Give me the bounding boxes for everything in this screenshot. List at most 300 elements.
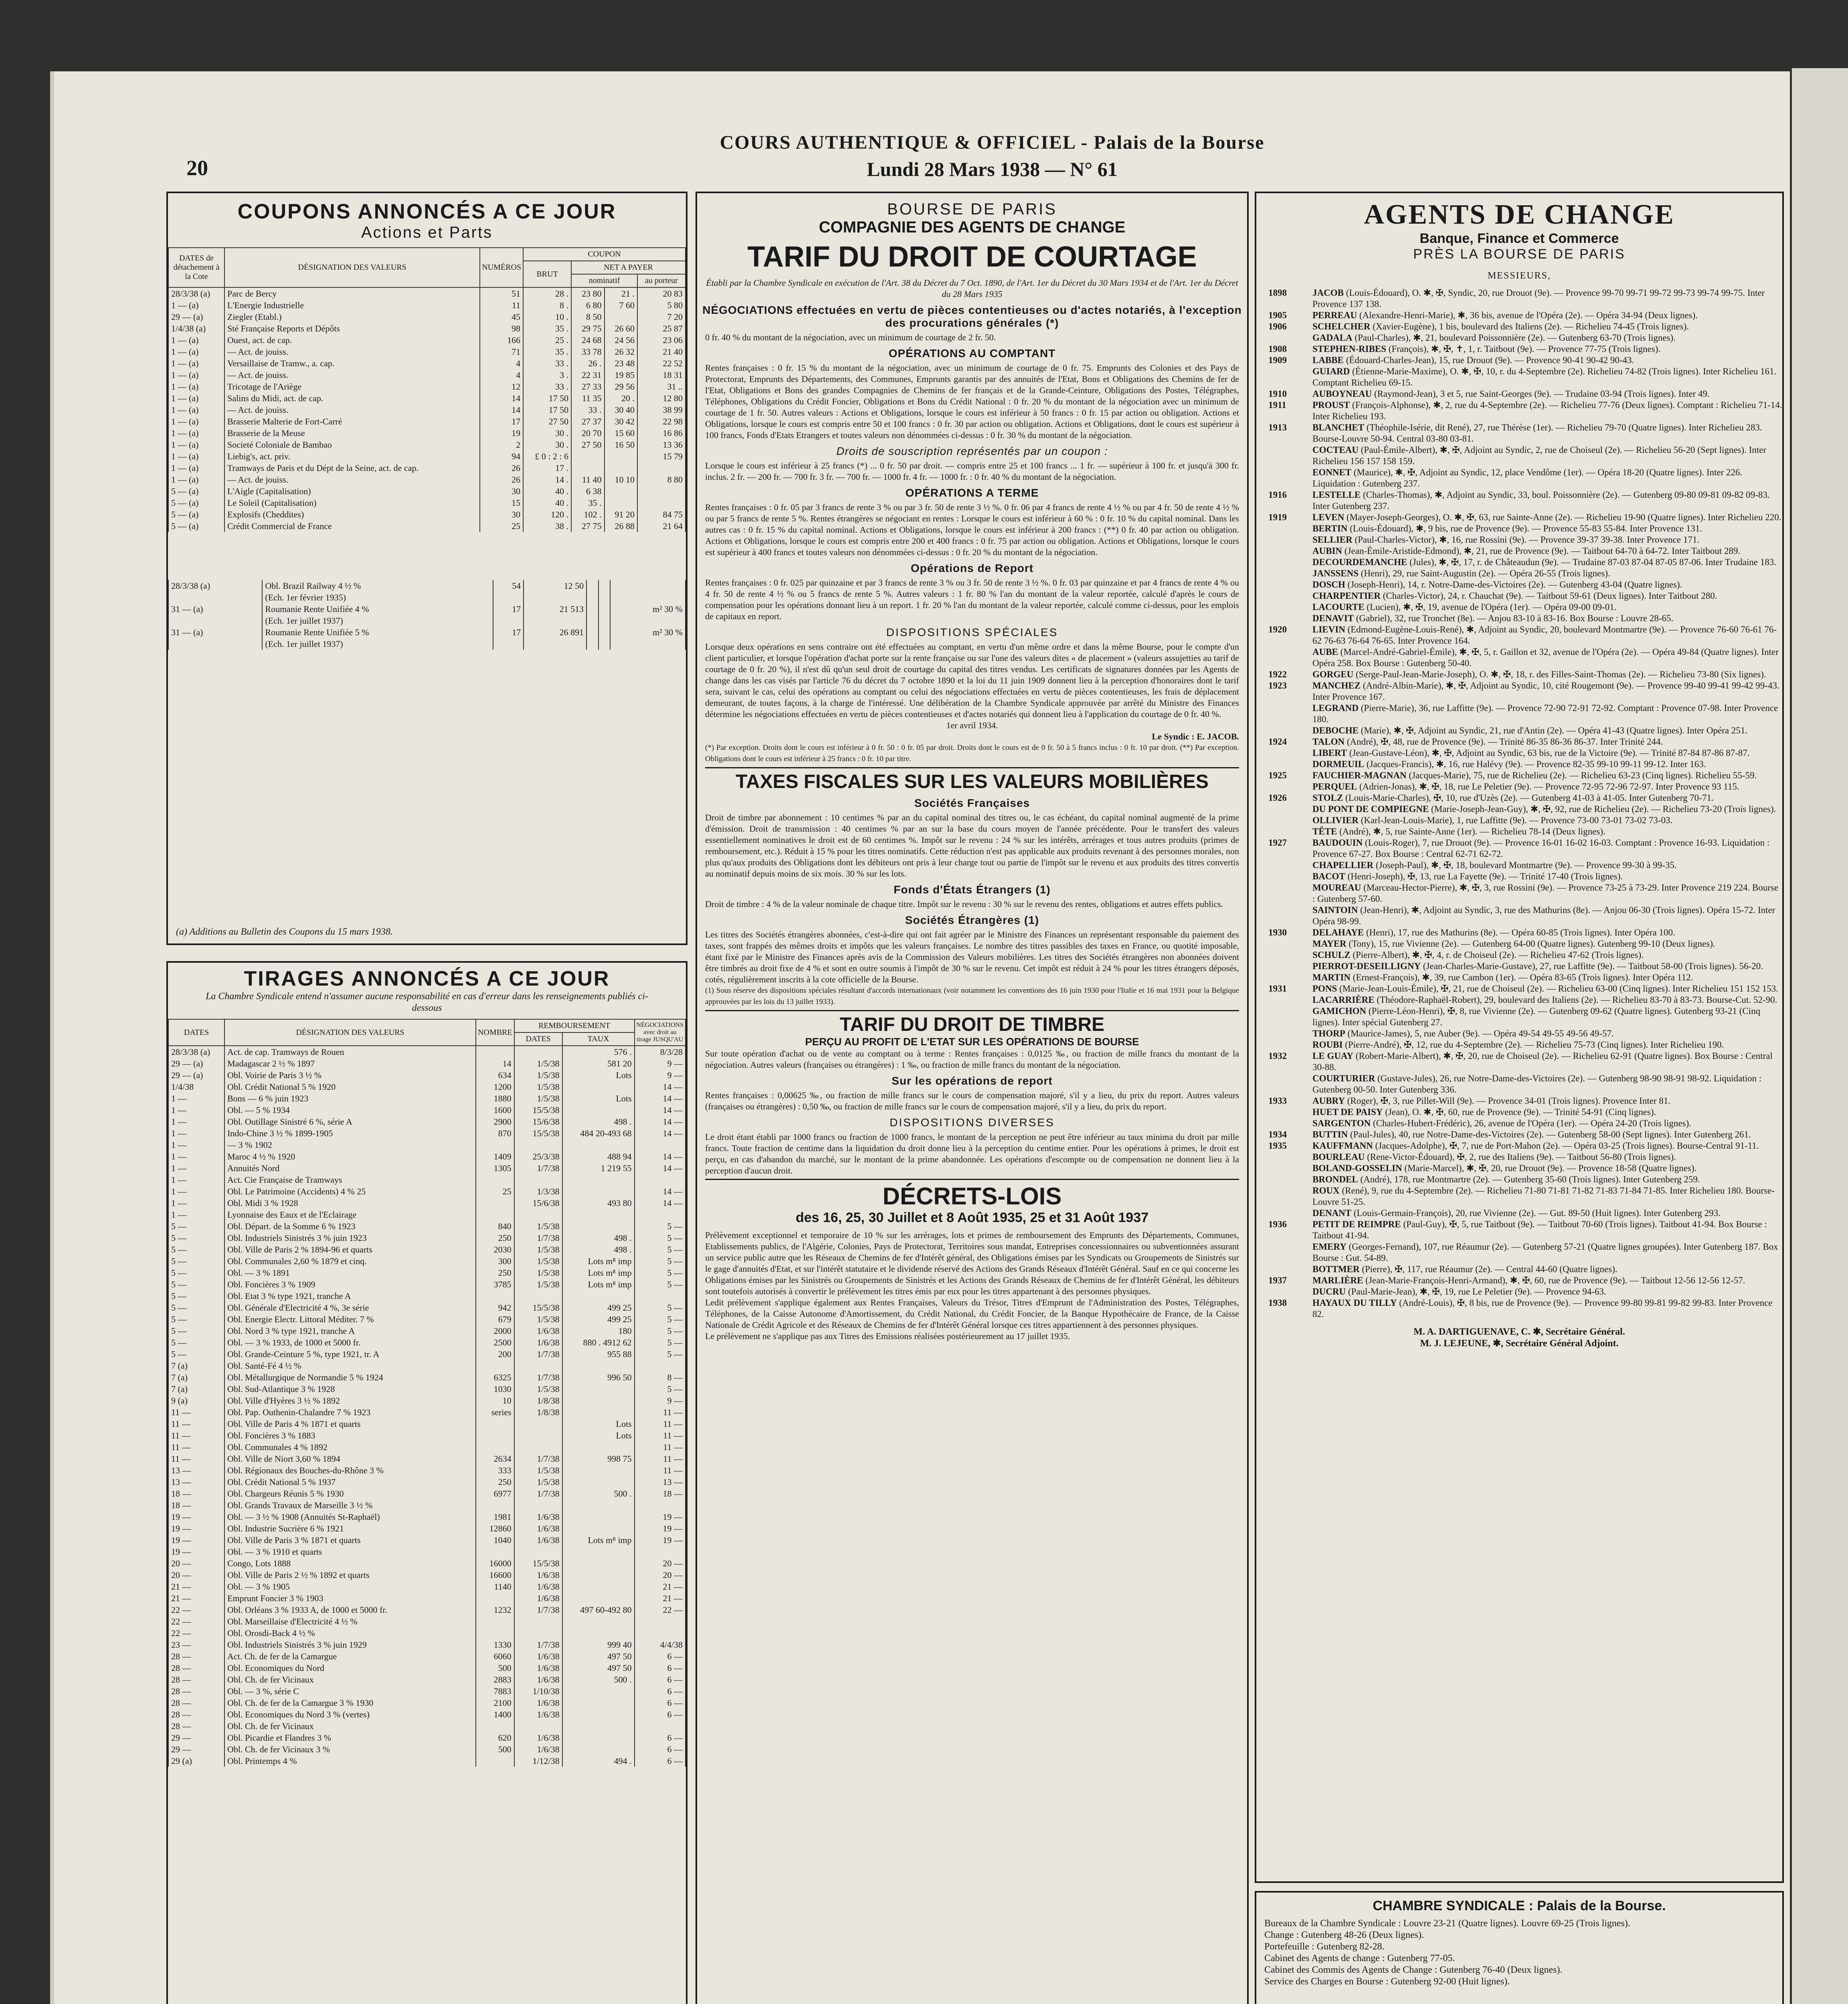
table-cell: 1 — (a): [168, 450, 224, 462]
table-cell: 5 —: [168, 1232, 224, 1244]
table-cell: [598, 592, 611, 603]
table-row: [168, 1372, 685, 1383]
tirages-table: [168, 1019, 686, 1767]
table-cell: [635, 1174, 685, 1186]
table-row: [168, 311, 685, 323]
agent-details: (Pierre-André), ✠, 12, rue du 4-Septembre (2e). — Richelieu 75-73 (Cinq lignes). Inter Richelieu 190.: [1343, 1040, 1724, 1050]
table-cell: 6 —: [635, 1650, 685, 1662]
table-cell: 11 —: [635, 1430, 685, 1441]
table-cell: Obl. Outillage Sinistré 6 %, série A: [224, 1116, 476, 1127]
table-cell: 25: [480, 520, 523, 532]
table-cell: 11 —: [168, 1453, 224, 1465]
agent-name: BUTTIN: [1312, 1129, 1348, 1139]
table-cell: m² 30 %: [610, 603, 685, 615]
table-cell: 1 —: [168, 1139, 224, 1151]
table-cell: [635, 1209, 685, 1220]
table-cell: 10: [476, 1395, 514, 1406]
table-cell: 3 .: [523, 369, 571, 381]
table-cell: 500: [476, 1743, 514, 1755]
agent-name: DELAHAYE: [1312, 927, 1364, 937]
agent-entry: [1256, 826, 1782, 837]
table-cell: 1 —: [168, 1197, 224, 1209]
table-cell: 1/6/38: [514, 1592, 562, 1604]
table-cell: Maroc 4 ½ % 1920: [224, 1151, 476, 1162]
agent-entry: [1256, 1208, 1782, 1219]
table-row: [168, 1209, 685, 1220]
agent-name: PERREAU: [1312, 310, 1357, 320]
agent-details: (Karl-Jean-Louis-Marie), 1, rue Laffitte (9e). — Provence 73-00 73-01 73-02 73-03.: [1359, 815, 1673, 825]
table-cell: Obl. Economiques du Nord: [224, 1662, 476, 1674]
table-cell: Act. Cie Française de Tramways: [224, 1174, 476, 1186]
table-row: [168, 369, 685, 381]
page-number: 20: [186, 156, 208, 180]
agent-name: FAUCHIER-MAGNAN: [1312, 770, 1407, 780]
table-cell: 1 — (a): [168, 346, 224, 358]
courtage-exceptions: (*) Par exception. Droits dont le cours est inférieur à 0 fr. 50 : 0 fr. 05 par droit. Droits dont le cours est de 0 fr. 50 à 5 francs inclus : 0 fr. 10 par droit. (**) Par exception. Obligations dont le cours est inférieur à 25 francs : 0 fr. 10 par titre.: [705, 743, 1239, 763]
agent-name: CHAPELLIER: [1312, 860, 1374, 870]
table-cell: [476, 1499, 514, 1511]
table-cell: 120 .: [523, 509, 571, 520]
table-row: [168, 592, 685, 603]
table-row: [168, 346, 685, 358]
agent-name: BAUDOUIN: [1312, 838, 1363, 848]
agent-entry: [1256, 545, 1782, 557]
agent-details: (Jacques-Francis), ✱, 16, rue Halévy (9e). — Provence 82-35 99-10 99-11 99-12. Inter 163.: [1364, 759, 1706, 769]
table-cell: [562, 1476, 635, 1488]
agent-name: MOUREAU: [1312, 883, 1361, 893]
table-cell: 6060: [476, 1650, 514, 1662]
table-cell: 11 —: [168, 1441, 224, 1453]
table-cell: 5 —: [635, 1279, 685, 1290]
next-page-edge: [1792, 68, 1848, 2004]
table-cell: 1/4/38: [168, 1081, 224, 1093]
agent-name: COCTEAU: [1312, 445, 1359, 455]
table-cell: 494 .: [562, 1755, 635, 1767]
table-cell: 31 — (a): [168, 603, 262, 615]
courtage-souscription-title: Droits de souscription représentés par un coupon :: [836, 445, 1108, 457]
table-cell: 15/5/38: [514, 1104, 562, 1116]
table-cell: 5 — (a): [168, 485, 224, 497]
agent-name: PETIT DE REIMPRE: [1312, 1219, 1401, 1229]
table-cell: Lots: [562, 1069, 635, 1081]
table-row: [168, 462, 685, 474]
table-cell: 1/5/38: [514, 1058, 562, 1069]
table-cell: 1 — (a): [168, 369, 224, 381]
table-cell: 21 —: [635, 1581, 685, 1592]
table-cell: 6 —: [635, 1743, 685, 1755]
table-cell: Obl. Métallurgique de Normandie 5 % 1924: [224, 1372, 476, 1383]
table-cell: 500 .: [562, 1488, 635, 1499]
tirages-title: TIRAGES ANNONCÉS A CE JOUR: [244, 967, 610, 990]
table-cell: [476, 1627, 514, 1639]
table-cell: 1/6/38: [514, 1697, 562, 1709]
agent-entry: [1256, 602, 1782, 613]
table-row: [168, 1337, 685, 1348]
table-row: [168, 1302, 685, 1313]
table-cell: 2900: [476, 1116, 514, 1127]
courtage-comptant-text: Rentes françaises : 0 fr. 15 % du montant de la négociation, avec un minimum de courtage de 0 fr. 75. Emprunts des Colonies et des Pays de Protectorat, Emprunts des Départements, des Communes, Emprunts garantis par des annuités de l'Etat, Bons et Obligations des Chemins de fer de l'Etat, Obligations et Bons des grandes Compagnies de Chemins de fer français et de la Grande-Ceinture, Obligations des Postes, Télégraphes, Téléphones, Obligations du Crédit Foncier, Obligations et Bons du Crédit National : 0 fr. 20 % du montant de la négociation avec un minimum de courtage de 1 fr. 50. Autres valeurs : Actions et Obligations, lorsque le cours est inférieur à 50 francs : 0 fr. 15 par action ou obligation. Actions et Obligations, lorsque le cours est compris entre 50 et 100 francs : 0 fr. 30 par action ou obligation. Actions et Obligations, dont le cours est supérieur à 100 francs, Fonds d'Etats Etrangers et toutes valeurs non dénommées ci-dessus : 0 fr. 30 % du montant de la négociation.: [705, 363, 1239, 440]
agent-year: 1905: [1268, 310, 1287, 320]
table-cell: Obl. Midi 3 % 1928: [224, 1197, 476, 1209]
table-row: [168, 1592, 685, 1604]
courtage-terme-title: OPÉRATIONS A TERME: [905, 487, 1039, 499]
agent-details: (Jean), O. ✱, ✠, 60, rue de Provence (9e). — Trinité 54-91 (Cinq lignes).: [1383, 1107, 1656, 1117]
table-cell: [476, 1441, 514, 1453]
agent-details: (Tony), 15, rue Vivienne (2e). — Gutenberg 64-00 (Quatre lignes). Gutenberg 99-10 (Deux lignes).: [1346, 939, 1715, 949]
table-cell: 5 —: [168, 1325, 224, 1337]
agent-details: (Alexandre-Henri-Marie), ✱, 36 bis, avenue de l'Opéra (2e). — Opéra 34-94 (Deux lignes).: [1357, 310, 1698, 320]
table-cell: [598, 580, 611, 592]
table-cell: [605, 450, 637, 462]
chambre-line: Change : Gutenberg 48-26 (Deux lignes).: [1264, 1930, 1424, 1940]
agent-name: JANSSENS: [1312, 568, 1359, 578]
table-row: [168, 1046, 685, 1058]
table-cell: 1/6/38: [514, 1534, 562, 1546]
table-cell: Act. de cap. Tramways de Rouen: [224, 1046, 476, 1058]
table-row: [168, 485, 685, 497]
table-cell: 21 40: [637, 346, 685, 358]
table-cell: 1305: [476, 1162, 514, 1174]
table-cell: 23 —: [168, 1639, 224, 1650]
table-cell: [514, 1499, 562, 1511]
table-cell: 1 —: [168, 1093, 224, 1104]
table-cell: 23 06: [637, 334, 685, 346]
table-cell: 35 .: [523, 323, 571, 334]
tirages-subtitle: La Chambre Syndicale entend n'assumer aucune responsabilité en cas d'erreur dans les renseignements publiés ci-dessous: [206, 991, 648, 1013]
agent-entry: [1256, 422, 1782, 444]
timbre-sub: Sur les opérations de report: [892, 1075, 1053, 1087]
agent-details: (Théophile-Isérie, dit René), 27, rue Thérèse (1er). — Richelieu 79-70 (Quatre lignes). Inter Richelieu 283. Bourse-Louvre 50-94. Central 03-80 03-81.: [1312, 422, 1762, 444]
agent-year: 1908: [1268, 344, 1287, 354]
agent-details: (Marcel-André-Gabriel-Émile), ✱, ✠, 5, r. Gaillon et 32, avenue de l'Opéra (2e). — Opéra 49-84 (Quatre lignes). Inter Opéra 258. Box Bourse : Gutenberg 50-40.: [1312, 647, 1779, 668]
agent-details: (François), ✱, ✠, ✝, 1, r. Taitbout (9e). — Provence 77-75 (Trois lignes).: [1386, 344, 1661, 354]
table-cell: 33 .: [523, 358, 571, 369]
table-cell: 27 37: [571, 416, 604, 427]
table-cell: Obl. — 3 ½ % 1908 (Annuités St-Raphaël): [224, 1511, 476, 1523]
table-row: [168, 1255, 685, 1267]
table-cell: Obl. Ch. de fer Vicinaux: [224, 1720, 476, 1732]
chambre-line: Cabinet des Commis des Agents de Change : Gutenberg 76-40 (Deux lignes).: [1264, 1965, 1563, 1975]
table-cell: 27 33: [571, 381, 604, 392]
table-cell: 300: [476, 1255, 514, 1267]
table-cell: 21 .: [605, 287, 637, 299]
agent-entry: [1256, 804, 1782, 815]
agent-entry: [1256, 882, 1782, 905]
table-cell: [514, 1209, 562, 1220]
agent-entry: [1256, 400, 1782, 422]
agent-details: (Lucien), ✱, ✠, 19, avenue de l'Opéra (1er). — Opéra 09-00 09-01.: [1364, 602, 1617, 612]
agent-name: HUET DE PAISY: [1312, 1107, 1383, 1117]
table-cell: 15/5/38: [514, 1127, 562, 1139]
table-cell: 9 (a): [168, 1395, 224, 1406]
table-cell: [476, 1360, 514, 1372]
agent-entry: [1256, 736, 1782, 747]
table-cell: 22 98: [637, 416, 685, 427]
agent-entry: [1256, 1095, 1782, 1107]
table-cell: Lots: [562, 1418, 635, 1430]
table-cell: [168, 592, 262, 603]
courtage-neg-text: 0 fr. 40 % du montant de la négociation, avec un minimum de courtage de 2 fr. 50.: [705, 332, 996, 342]
table-cell: 5 —: [168, 1290, 224, 1302]
table-cell: m² 30 %: [610, 626, 685, 638]
table-row: [168, 1465, 685, 1476]
table-cell: 1 — (a): [168, 299, 224, 311]
agent-name: LESTELLE: [1312, 490, 1361, 500]
table-cell: 18 —: [168, 1488, 224, 1499]
table-cell: [635, 1627, 685, 1639]
table-cell: [562, 1558, 635, 1569]
col-t-rdates: DATES: [514, 1032, 562, 1046]
table-cell: 998 75: [562, 1453, 635, 1465]
table-cell: 35 .: [523, 346, 571, 358]
table-cell: [562, 1104, 635, 1116]
table-cell: 5 —: [168, 1348, 224, 1360]
agent-entry: [1256, 837, 1782, 860]
col-t-nombre: NOMBRE: [476, 1019, 514, 1046]
table-row: [168, 1581, 685, 1592]
agent-details: (Charles-Victor), 24, r. Chauchat (9e). — Taitbout 59-61 (Deux lignes). Inter Taitbout 280.: [1380, 591, 1717, 601]
agent-details: (Jean-Charles-Marie-Gustave), 27, rue Laffitte (9e). — Taitbout 58-00 (Trois lignes). 56-20.: [1421, 961, 1763, 971]
table-row: [168, 416, 685, 427]
table-cell: 17 50: [523, 392, 571, 404]
col-nominatif: nominatif: [571, 274, 637, 287]
agent-name: ROUBI: [1312, 1040, 1343, 1050]
table-cell: Obl. Générale d'Electricité 4 %, 3e série: [224, 1302, 476, 1313]
table-cell: 5 —: [635, 1383, 685, 1395]
table-row: [168, 323, 685, 334]
table-cell: 1/5/38: [514, 1069, 562, 1081]
agent-entry: [1256, 792, 1782, 804]
table-cell: 14 —: [635, 1186, 685, 1197]
agent-name: GAMICHON: [1312, 1006, 1367, 1016]
table-cell: 2100: [476, 1697, 514, 1709]
agent-year: 1920: [1268, 624, 1287, 634]
agents-secretaire-adjoint: M. J. LEJEUNE, ✱, Secrétaire Général Adjoint.: [1420, 1338, 1619, 1349]
agent-details: (Jean-Henri), ✱, Adjoint au Syndic, 3, rue des Mathurins (8e). — Anjou 06-30 (Trois lignes). Opéra 15-72. Inter Opéra 98-99.: [1312, 905, 1775, 926]
table-cell: 8 .: [523, 299, 571, 311]
agent-entry: [1256, 355, 1782, 366]
table-cell: 35 .: [571, 497, 604, 509]
table-cell: 1981: [476, 1511, 514, 1523]
table-cell: 2000: [476, 1325, 514, 1337]
table-cell: 5 —: [168, 1255, 224, 1267]
table-row: [168, 1709, 685, 1720]
table-row: [168, 1627, 685, 1639]
table-cell: 16600: [476, 1569, 514, 1581]
agent-year: 1913: [1268, 422, 1287, 432]
table-cell: 19 —: [168, 1546, 224, 1558]
table-cell: 30 42: [605, 416, 637, 427]
table-row: [168, 1697, 685, 1709]
agent-details: (François-Alphonse), ✱, 2, rue du 4-Septembre (2e). — Richelieu 77-76 (Deux lignes). Comptant : Richelieu 71-14. Inter Richelieu 193.: [1312, 400, 1782, 421]
table-cell: 29 56: [605, 381, 637, 392]
agent-name: BLANCHET: [1312, 422, 1365, 432]
table-cell: [562, 1499, 635, 1511]
agent-year: 1924: [1268, 737, 1287, 747]
agent-name: ROUX: [1312, 1186, 1340, 1196]
chambre-line: Portefeuille : Gutenberg 82-28.: [1264, 1941, 1385, 1952]
table-cell: 6977: [476, 1488, 514, 1499]
table-cell: 25 87: [637, 323, 685, 334]
agent-name: DENAVIT: [1312, 613, 1354, 623]
agent-name: LIEVIN: [1312, 624, 1345, 634]
col-brut: BRUT: [523, 261, 571, 287]
table-cell: 15/5/38: [514, 1302, 562, 1313]
chambre-line: Service des Charges en Bourse : Gutenberg 92-00 (Huit lignes).: [1264, 1976, 1510, 1987]
timbre-text2: Rentes françaises : 0,00625 ‰, ou fraction de mille francs sur le cours de compensation majoré, s'il y a lieu, du prix du report. Autres valeurs (françaises ou étrangères) : 0,50 ‰, ou fraction de mille francs sur le cours de compensation majoré, s'il y a lieu, du prix du report.: [705, 1090, 1239, 1111]
table-row: [168, 1488, 685, 1499]
agent-year: 1938: [1268, 1298, 1287, 1308]
table-cell: 581 20: [562, 1058, 635, 1069]
agent-year: 1922: [1268, 669, 1287, 679]
table-cell: Obl. — 3 % 1905: [224, 1581, 476, 1592]
agent-details: (Marie), ✱, ✠, Adjoint au Syndic, 21, rue d'Antin (2e). — Opéra 41-43 (Quatre lignes). Inter Opéra 251.: [1359, 725, 1748, 735]
agent-details: (Étienne-Marie-Maxime), O. ✱, ✠, 10, r. du 4-Septembre (2e). Richelieu 74-82 (Trois lignes). Inter Richelieu 161. Comptant Richelieu 69-15.: [1312, 366, 1777, 388]
table-cell: 29 (a): [168, 1755, 224, 1767]
agent-entry: [1256, 680, 1782, 703]
table-cell: 880 . 4912 62: [562, 1337, 635, 1348]
table-cell: [635, 1546, 685, 1558]
table-cell: [514, 1174, 562, 1186]
table-cell: 1 — (a): [168, 392, 224, 404]
table-cell: 576 .: [562, 1046, 635, 1058]
courtage-org: COMPAGNIE DES AGENTS DE CHANGE: [819, 218, 1126, 236]
table-cell: [514, 1430, 562, 1441]
table-cell: [562, 1616, 635, 1627]
courtage-report-title: Opérations de Report: [910, 562, 1034, 574]
agent-year: 1935: [1268, 1141, 1287, 1151]
table-cell: [562, 1720, 635, 1732]
table-cell: [476, 1290, 514, 1302]
table-cell: 499 25: [562, 1302, 635, 1313]
table-cell: 28 .: [523, 287, 571, 299]
table-cell: 12 80: [637, 392, 685, 404]
table-row: [168, 1418, 685, 1430]
table-row: [168, 638, 685, 650]
table-cell: 22 —: [168, 1616, 224, 1627]
table-cell: 5 — (a): [168, 509, 224, 520]
table-cell: 493 80: [562, 1197, 635, 1209]
table-cell: [586, 592, 598, 603]
agents-secretaire: M. A. DARTIGUENAVE, C. ✱, Secrétaire Général.: [1413, 1327, 1625, 1337]
table-cell: Bons — 6 % juin 1923: [224, 1093, 476, 1104]
agent-details: (Henri), 29, rue Saint-Augustin (2e). — Opéra 26-55 (Trois lignes).: [1359, 568, 1610, 578]
table-cell: [598, 638, 611, 650]
table-cell: 11: [480, 299, 523, 311]
table-cell: 498 .: [562, 1232, 635, 1244]
table-cell: Obl. Régionaux des Bouches-du-Rhône 3 %: [224, 1465, 476, 1476]
table-cell: 30 .: [523, 427, 571, 439]
table-cell: Obl. Pap. Outhenin-Chalandre 7 % 1923: [224, 1406, 476, 1418]
table-cell: 4/4/38: [635, 1639, 685, 1650]
courtage-neg-title: NÉGOCIATIONS effectuées en vertu de pièces contentieuses ou d'actes notariés, à l'exception des procurations générales (*): [702, 304, 1242, 329]
table-cell: 28 —: [168, 1697, 224, 1709]
table-cell: 250: [476, 1267, 514, 1279]
table-cell: 54: [493, 580, 524, 592]
table-cell: 1/6/38: [514, 1325, 562, 1337]
table-cell: 98: [480, 323, 523, 334]
table-cell: [168, 638, 262, 650]
table-cell: 1232: [476, 1604, 514, 1616]
table-cell: 250: [476, 1476, 514, 1488]
agent-entry: [1256, 1028, 1782, 1039]
table-cell: [562, 1546, 635, 1558]
timbre-subtitle: PERÇU AU PROFIT DE L'ETAT SUR LES OPÉRATIONS DE BOURSE: [805, 1036, 1139, 1048]
table-cell: 20 83: [637, 287, 685, 299]
table-cell: 19 —: [168, 1511, 224, 1523]
table-cell: [598, 615, 611, 626]
table-cell: 8 —: [635, 1372, 685, 1383]
table-row: [168, 1441, 685, 1453]
col-t-remboursement: REMBOURSEMENT: [514, 1019, 635, 1032]
table-cell: [476, 1755, 514, 1767]
table-cell: 1/5/38: [514, 1476, 562, 1488]
table-cell: 11 —: [168, 1418, 224, 1430]
table-cell: 13 36: [637, 439, 685, 450]
table-cell: 29 — (a): [168, 311, 224, 323]
agent-entry: [1256, 1140, 1782, 1151]
table-row: [168, 1430, 685, 1441]
agent-entry: [1256, 366, 1782, 388]
table-cell: 333: [476, 1465, 514, 1476]
coupons-section: [166, 192, 687, 945]
agent-name: MAYER: [1312, 939, 1347, 949]
table-cell: Brasserie de la Meuse: [224, 427, 480, 439]
table-cell: 21 —: [168, 1592, 224, 1604]
table-cell: Brasserie Malterie de Fort-Carré: [224, 416, 480, 427]
agent-entry: [1256, 343, 1782, 355]
agent-name: GADALA: [1312, 333, 1353, 343]
table-cell: 5 —: [168, 1279, 224, 1290]
table-cell: 6 —: [635, 1697, 685, 1709]
table-cell: 180: [562, 1325, 635, 1337]
table-cell: 679: [476, 1313, 514, 1325]
table-cell: 1409: [476, 1151, 514, 1162]
table-cell: [514, 1627, 562, 1639]
table-cell: 1/8/38: [514, 1406, 562, 1418]
table-cell: 1/6/38: [514, 1674, 562, 1685]
agent-details: (Pierre-Albert), ✱, ✠, 4, r. de Choiseul (2e). — Richelieu 47-62 (Trois lignes).: [1350, 950, 1644, 960]
table-cell: 4: [480, 358, 523, 369]
table-cell: [586, 580, 598, 592]
table-cell: 11 —: [168, 1406, 224, 1418]
agent-details: (Louis-Marie-Charles), ✠, 10, rue d'Uzès (2e). — Gutenberg 41-03 à 41-05. Inter Gutenberg 70-71.: [1343, 793, 1714, 803]
agent-entry: [1256, 613, 1782, 624]
agent-name: DOSCH: [1312, 580, 1345, 590]
table-cell: 5 — (a): [168, 497, 224, 509]
table-cell: 30 40: [605, 404, 637, 416]
table-row: [168, 1139, 685, 1151]
table-cell: 840: [476, 1220, 514, 1232]
divider: [705, 767, 1239, 768]
table-cell: Obl. Ville de Paris 3 % 1871 et quarts: [224, 1534, 476, 1546]
table-cell: Obl. Communales 2,60 % 1879 et cinq.: [224, 1255, 476, 1267]
table-cell: Obl. Grands Travaux de Marseille 3 ½ %: [224, 1499, 476, 1511]
table-row: [168, 1732, 685, 1743]
table-cell: 1 — (a): [168, 358, 224, 369]
table-cell: 5 —: [635, 1348, 685, 1360]
agent-details: (Paul-Guy), ✠, 5, rue Taitbout (9e). — Taitbout 70-60 (Trois lignes). Taitbout 41-94. Box Bourse : Taitbout 41-94.: [1312, 1219, 1767, 1240]
table-cell: Obl. Marseillaise d'Electricité 4 ½ %: [224, 1616, 476, 1627]
table-row: [168, 1151, 685, 1162]
table-cell: Obl. Ch. de fer Vicinaux 3 %: [224, 1743, 476, 1755]
table-cell: 51: [480, 287, 523, 299]
agent-entry: [1256, 1264, 1782, 1275]
taxes-title: TAXES FISCALES SUR LES VALEURS MOBILIÈRES: [736, 771, 1209, 792]
table-cell: 497 50: [562, 1650, 635, 1662]
table-cell: 22 —: [168, 1604, 224, 1616]
table-cell: Explosifs (Cheddites): [224, 509, 480, 520]
